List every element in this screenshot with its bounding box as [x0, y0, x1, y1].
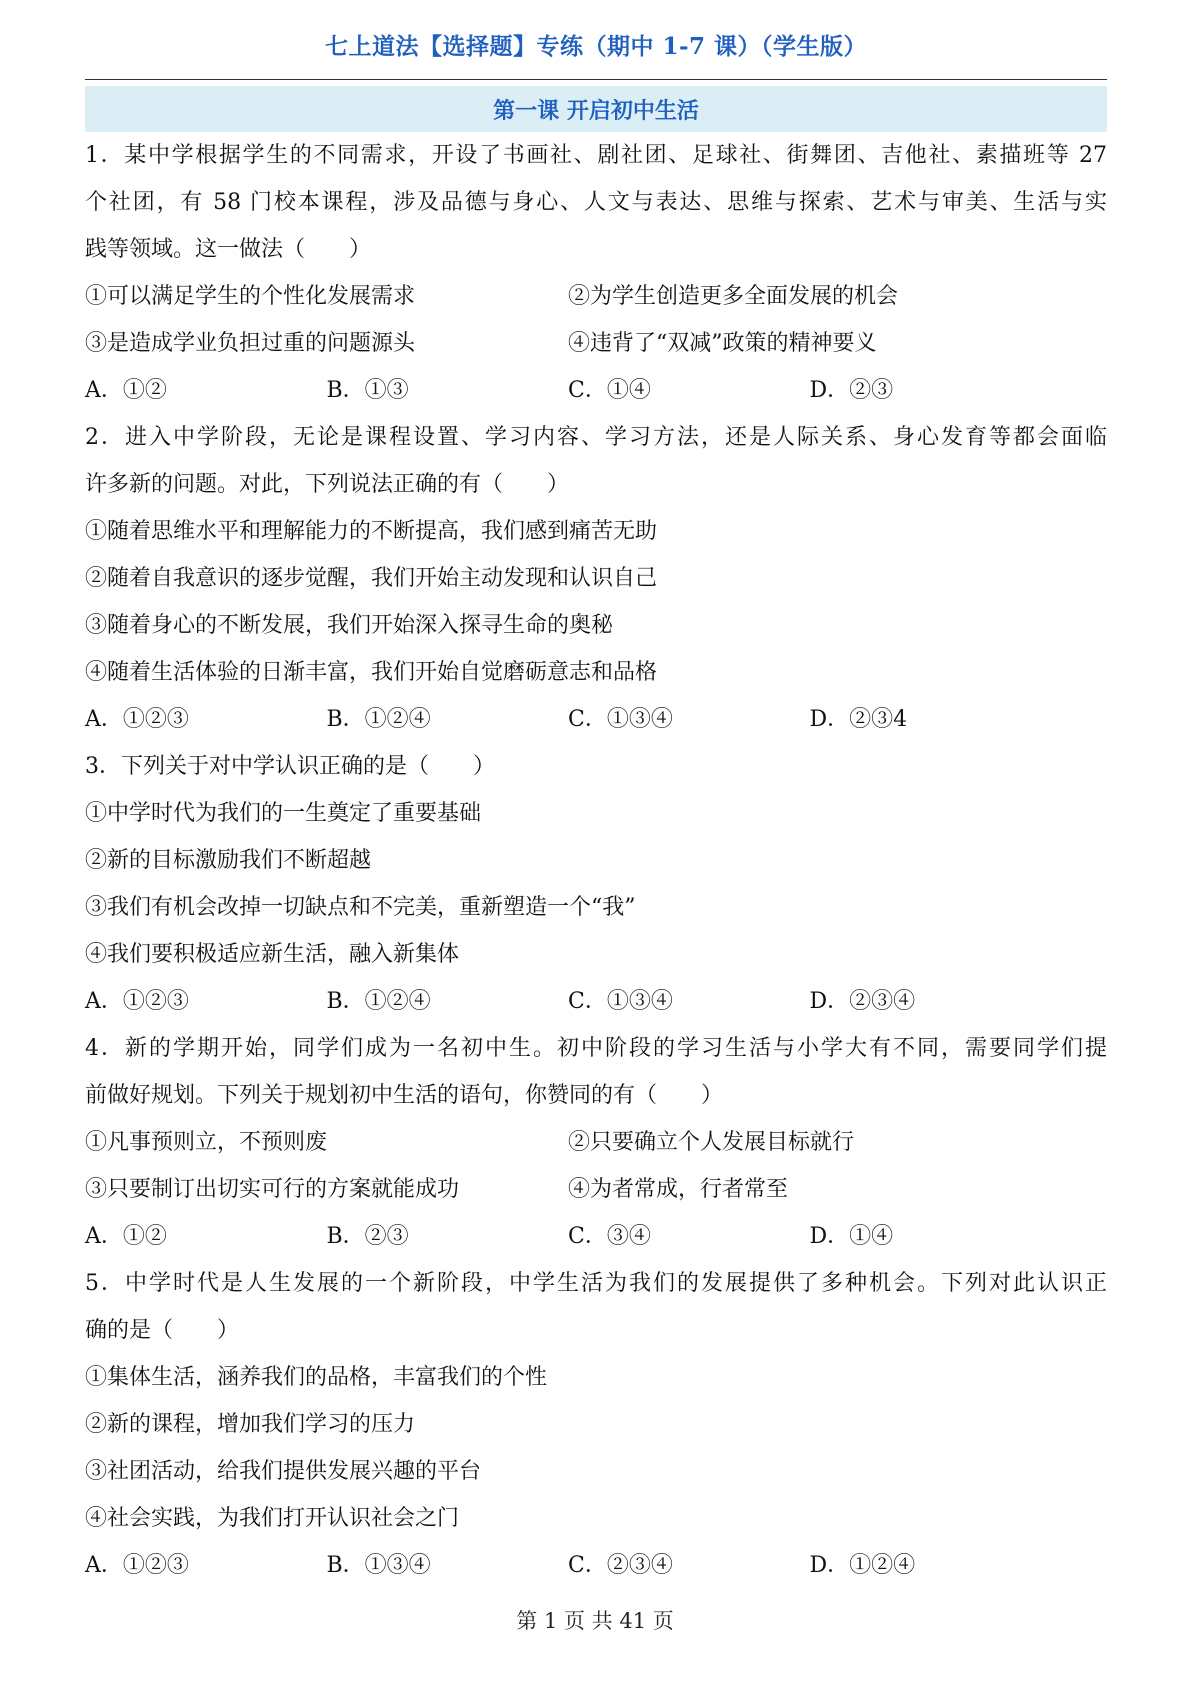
- option-a: A．①②③: [85, 707, 189, 732]
- statement-3: ③社团活动，给我们提供发展兴趣的平台: [85, 1459, 482, 1484]
- question-5: [85, 1260, 1107, 1589]
- question-1-stem-line-3: 践等领域。这一做法（ ）: [85, 237, 372, 262]
- statement-3: ③随着身心的不断发展，我们开始深入探寻生命的奥秘: [85, 613, 614, 638]
- page-title: 七上道法【选择题】专练（期中 1-7 课）（学生版）: [324, 33, 868, 60]
- page-footer: 第 1 页 共 41 页: [516, 1609, 674, 1633]
- option-c: C．①③④: [568, 989, 673, 1014]
- statement-3: ③是造成学业负担过重的问题源头: [85, 331, 416, 356]
- option-a: A．①②③: [85, 1553, 189, 1578]
- title-divider: [85, 79, 1107, 80]
- statement-3: ③我们有机会改掉一切缺点和不完美，重新塑造一个“我”: [85, 895, 636, 920]
- statement-2: ②为学生创造更多全面发展的机会: [568, 284, 899, 309]
- statement-3: ③只要制订出切实可行的方案就能成功: [85, 1177, 460, 1202]
- option-b: B．①③: [326, 378, 409, 403]
- option-c: C．①④: [568, 378, 651, 403]
- question-4-stem-line-1: 4．新的学期开始，同学们成为一名初中生。初中阶段的学习生活与小学大有不同，需要同学们提: [85, 1036, 1107, 1061]
- statement-2: ②新的目标激励我们不断超越: [85, 848, 372, 873]
- statement-1: ①可以满足学生的个性化发展需求: [85, 284, 416, 309]
- option-c: C．②③④: [568, 1553, 673, 1578]
- option-a: A．①②③: [85, 989, 189, 1014]
- question-1-stem-line-2: 个社团，有 58 门校本课程，涉及品德与身心、人文与表达、思维与探索、艺术与审美、生活与实: [85, 190, 1107, 215]
- option-b: B．①③④: [326, 1553, 431, 1578]
- question-4-stem-line-2: 前做好规划。下列关于规划初中生活的语句，你赞同的有（ ）: [85, 1083, 724, 1108]
- statement-2: ②只要确立个人发展目标就行: [568, 1130, 855, 1155]
- section-title: 第一课 开启初中生活: [85, 86, 1107, 132]
- option-d: D．①②④: [809, 1553, 916, 1578]
- question-2: [85, 414, 1107, 743]
- statement-1: ①集体生活，涵养我们的品格，丰富我们的个性: [85, 1365, 548, 1390]
- question-1-statements-row-2: [85, 320, 1107, 367]
- statement-4: ④为者常成，行者常至: [568, 1177, 789, 1202]
- question-4-options: [85, 1213, 1107, 1260]
- statement-1: ①中学时代为我们的一生奠定了重要基础: [85, 801, 482, 826]
- question-1-options: [85, 367, 1107, 414]
- option-d: D．②③4: [809, 707, 908, 732]
- question-5-stem-line-1: 5．中学时代是人生发展的一个新阶段，中学生活为我们的发展提供了多种机会。下列对此认识正: [85, 1271, 1107, 1296]
- question-1-statements-row-1: [85, 273, 1107, 320]
- option-a: A．①②: [85, 1224, 167, 1249]
- statement-4: ④随着生活体验的日渐丰富，我们开始自觉磨砺意志和品格: [85, 660, 658, 685]
- statement-4: ④社会实践，为我们打开认识社会之门: [85, 1506, 460, 1531]
- statement-2: ②新的课程，增加我们学习的压力: [85, 1412, 416, 1437]
- question-2-stem-line-2: 许多新的问题。对此，下列说法正确的有（ ）: [85, 472, 570, 497]
- question-2-stem-line-1: 2．进入中学阶段，无论是课程设置、学习内容、学习方法，还是人际关系、身心发育等都会面临: [85, 425, 1107, 450]
- statement-1: ①凡事预则立，不预则废: [85, 1130, 328, 1155]
- statement-4: ④违背了“双减”政策的精神要义: [568, 331, 877, 356]
- question-3-options: [85, 978, 1107, 1025]
- question-2-options: [85, 696, 1107, 743]
- question-1: [85, 132, 1107, 414]
- question-5-stem-line-2: 确的是（ ）: [85, 1318, 240, 1343]
- question-4: [85, 1025, 1107, 1260]
- statement-1: ①随着思维水平和理解能力的不断提高，我们感到痛苦无助: [85, 519, 658, 544]
- option-c: C．③④: [568, 1224, 651, 1249]
- option-b: B．①②④: [326, 707, 431, 732]
- question-list: [85, 132, 1107, 1589]
- option-a: A．①②: [85, 378, 167, 403]
- question-1-stem-line-1: 1．某中学根据学生的不同需求，开设了书画社、剧社团、足球社、街舞团、吉他社、素描班等 27: [85, 143, 1107, 168]
- question-5-options: [85, 1542, 1107, 1589]
- option-b: B．①②④: [326, 989, 431, 1014]
- option-d: D．②③: [809, 378, 894, 403]
- option-d: D．②③④: [809, 989, 916, 1014]
- option-b: B．②③: [326, 1224, 409, 1249]
- statement-4: ④我们要积极适应新生活，融入新集体: [85, 942, 460, 967]
- option-c: C．①③④: [568, 707, 673, 732]
- question-3: [85, 743, 1107, 1025]
- option-d: D．①④: [809, 1224, 894, 1249]
- statement-2: ②随着自我意识的逐步觉醒，我们开始主动发现和认识自己: [85, 566, 658, 591]
- question-4-statements-row-2: [85, 1166, 1107, 1213]
- question-4-statements-row-1: [85, 1119, 1107, 1166]
- question-3-stem-line-1: 3．下列关于对中学认识正确的是（ ）: [85, 754, 495, 779]
